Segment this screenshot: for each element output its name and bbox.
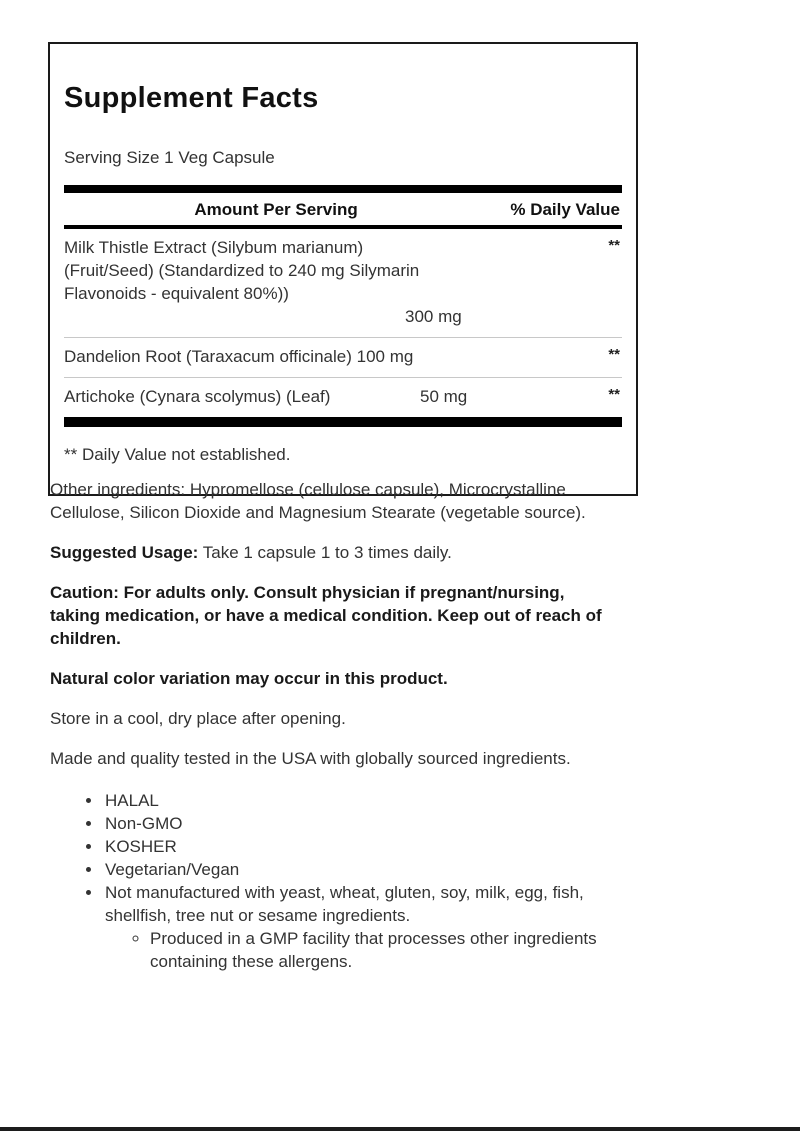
other-ingredients-text: Other ingredients: Hypromellose (cellulose capsule), Microcrystalline Cellulose, Silicon Dioxide and Magnesium Stearate (vegetable source). <box>50 480 586 522</box>
daily-value: ** <box>608 346 620 363</box>
product-details <box>50 478 632 973</box>
daily-value: ** <box>608 237 620 254</box>
daily-value: ** <box>608 386 620 403</box>
list-item: • KOSHER <box>103 835 632 858</box>
table-row <box>64 229 622 337</box>
panel-title: Supplement Facts <box>64 82 319 114</box>
origin-note: Made and quality tested in the USA with globally sourced ingredients. <box>50 749 571 768</box>
table-row <box>64 337 622 377</box>
ingredient-amount: 300 mg <box>405 307 462 326</box>
list-item: • HALAL <box>103 789 632 812</box>
caution-text: Caution: For adults only. Consult physician if pregnant/nursing, taking medication, or have a medical condition. Keep out of reach of children. <box>50 583 602 648</box>
allergen-sub-list <box>105 927 632 973</box>
ingredient-name: Artichoke (Cynara scolymus) (Leaf) <box>64 387 331 406</box>
daily-value-footnote: ** Daily Value not established. <box>64 445 291 464</box>
table-row <box>64 377 622 417</box>
color-variation-note: Natural color variation may occur in this product. <box>50 669 448 688</box>
ingredient-amount: 100 mg <box>356 347 414 366</box>
ingredient-name: Dandelion Root (Taraxacum officinale) <box>64 347 352 366</box>
thick-rule-bottom <box>64 417 622 427</box>
storage-note: Store in a cool, dry place after opening. <box>50 709 346 728</box>
suggested-usage-text: Suggested Usage: Take 1 capsule 1 to 3 times daily. <box>50 543 452 562</box>
table-header-row <box>64 193 622 225</box>
list-item: • Non-GMO <box>103 812 632 835</box>
ingredient-name: Milk Thistle Extract (Silybum marianum) (Fruit/Seed) (Standardized to 240 mg Silymarin Flavonoids - equivalent 80%)) <box>64 238 420 303</box>
ingredient-amount: 50 mg <box>420 387 468 406</box>
thick-rule-top <box>64 185 622 193</box>
suggested-usage-label: Suggested Usage: <box>50 543 199 562</box>
list-item: • Not manufactured with yeast, wheat, gluten, soy, milk, egg, fish, shellfish, tree nut or sesame ingredients. ◦ Produced in a GMP facility that processes other ingredients containing these allergens. <box>103 881 632 973</box>
serving-size: Serving Size 1 Veg Capsule <box>64 148 275 167</box>
bottom-edge-bar <box>0 1127 800 1131</box>
daily-value-header: % Daily Value <box>510 200 620 219</box>
list-item: ◦ Produced in a GMP facility that processes other ingredients containing these allergens. <box>150 927 632 973</box>
attribute-list <box>50 789 632 973</box>
supplement-facts-panel <box>48 42 638 496</box>
list-item: • Vegetarian/Vegan <box>103 858 632 881</box>
amount-per-serving-header: Amount Per Serving <box>194 200 358 219</box>
